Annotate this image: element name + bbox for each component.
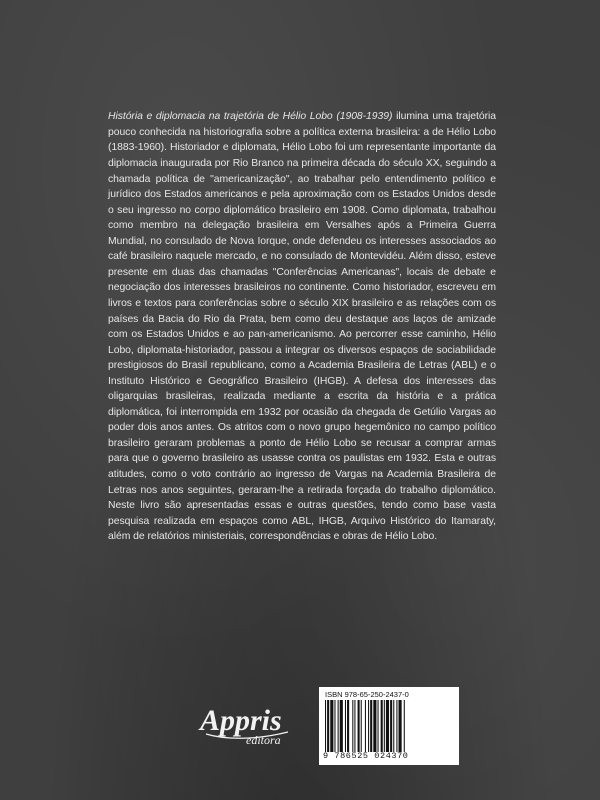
blurb-book-title: História e diplomacia na trajetória de Hélio Lobo (1908-1939)	[108, 111, 393, 123]
appris-editora-logo	[196, 694, 296, 754]
barcode-digits: 9 786525 024370	[323, 751, 409, 761]
isbn-barcode-block	[319, 687, 459, 765]
back-cover-blurb	[108, 109, 496, 544]
isbn-label: ISBN 978-65-250-2437-0	[325, 690, 409, 699]
barcode-image	[324, 700, 454, 752]
publisher-name: Appris	[200, 704, 282, 737]
publisher-tagline: editora	[246, 733, 281, 747]
blurb-body: ilumina uma trajetória pouco conhecida na historiografia sobre a política externa brasileira: a de Hélio Lobo (1883-1960). Historiador e diplomata, Hélio Lobo foi um representante importante da diplomacia inaugurada por Rio Branco na primeira década do século XX, seguindo a chamada política de "americanização", ao trabalhar pelo entendimento político e jurídico dos Estados americanos e pela aproximação com os Estados Unidos desde o seu ingresso no corpo diplomático brasileiro em 1908. Como diplomata, trabalhou como membro na delegação brasileira em Versalhes após a Primeira Guerra Mundial, no consulado de Nova Iorque, onde defendeu os interesses associados ao café brasileiro naquele mercado, e no consulado de Montevidéu. Além disso, esteve presente em duas das chamadas "Conferências Americanas", locais de debate e negociação dos interesses brasileiros no continente. Como historiador, escreveu em livros e textos para conferências sobre o século XIX brasileiro e as relações com os países da Bacia do Rio da Prata, bem como deu destaque aos laços de amizade com os Estados Unidos e ao pan-americanismo. Ao percorrer esse caminho, Hélio Lobo, diplomata-historiador, passou a integrar os diversos espaços de sociabilidade prestigiosos do Brasil republicano, como a Academia Brasileira de Letras (ABL) e o Instituto Histórico e Geográfico Brasileiro (IHGB). A defesa dos interesses das oligarquias brasileiras, realizada mediante a escrita da história e a prática diplomática, foi interrompida em 1932 por ocasião da chegada de Getúlio Vargas ao poder dois anos antes. Os atritos com o novo grupo hegemônico no campo político brasileiro geraram problemas a ponto de Hélio Lobo se recusar a comprar armas para que o governo brasileiro as usasse contra os paulistas em 1932. Esta e outras atitudes, como o voto contrário ao ingresso de Vargas na Academia Brasileira de Letras nos anos seguintes, geraram-lhe a retirada forçada do trabalho diplomático. Neste livro são apresentadas essas e outras questões, tendo como base vasta pesquisa realizada em espaços como ABL, IHGB, Arquivo Histórico do Itamaraty, além de relatórios ministeriais, correspondências e obras de Hélio Lobo.	[108, 111, 496, 543]
